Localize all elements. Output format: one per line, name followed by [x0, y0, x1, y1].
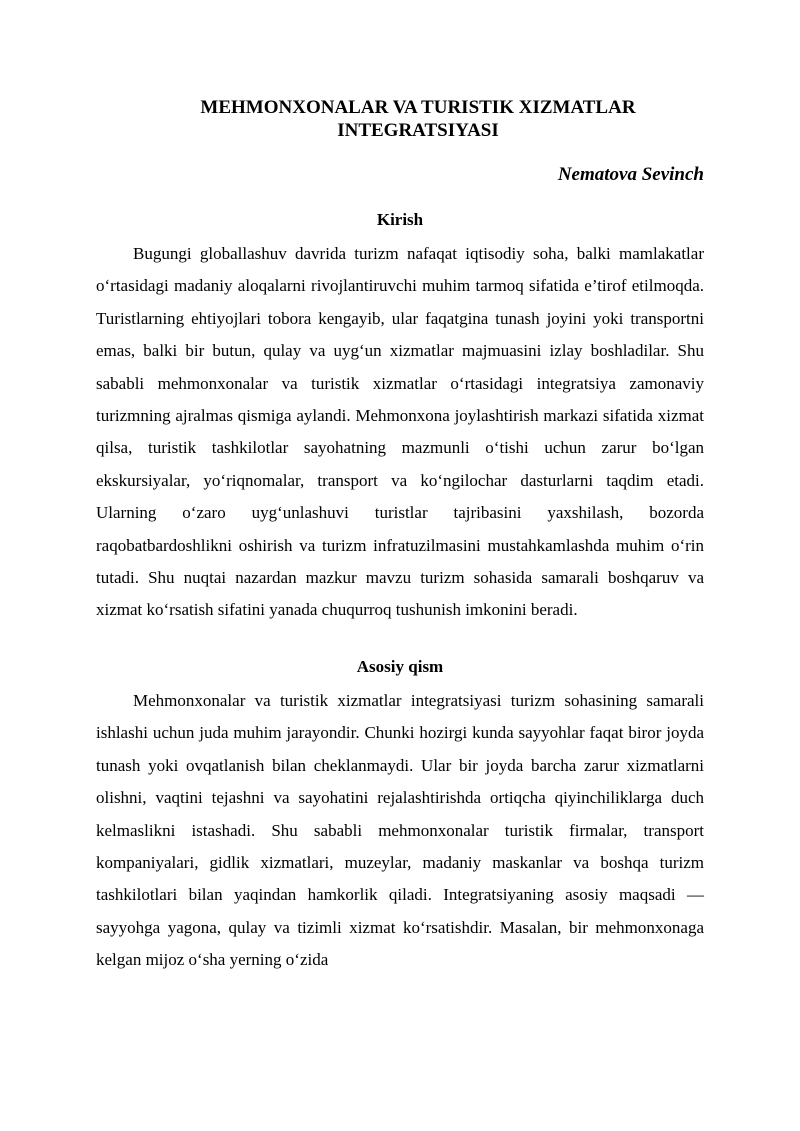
section-heading-intro: Kirish [376, 210, 424, 229]
author-name: Nematova Sevinch [557, 164, 704, 185]
document-page [96, 0, 704, 977]
main-paragraph: Mehmonxonalar va turistik xizmatlar integratsiyasi turizm sohasining samarali ishlashi uchun juda muhim jarayondir. Chunki hozirgi kunda sayyohlar faqat biror joyda tunash yoki ovqatlanish bilan cheklanmaydi. Ular bir joyda barcha zarur xizmatlarni olishni, vaqtini tejashni va sayohatini rejalashtirishda ortiqcha qiyinchiliklarga duch kelmaslikni istashadi. Shu sababli mehmonxonalar turistik firmalar, transport kompaniyalari, gidlik xizmatlari, muzeylar, madaniy maskanlar va boshqa turizm tashkilotlari bilan yaqindan hamkorlik qiladi. Integratsiyaning asosiy maqsadi — sayyohga yagona, qulay va tizimli xizmat ko‘rsatishdir. Masalan, bir mehmonxonaga kelgan mijoz o‘sha yerning o‘zida [96, 690, 704, 970]
section-heading-main: Asosiy qism [356, 656, 444, 676]
title-line-1: MEHMONXONALAR VA TURISTIK XIZMATLAR [200, 97, 636, 118]
title-line-2: INTEGRATSIYASI [337, 120, 499, 141]
document-title [96, 96, 704, 142]
intro-paragraph: Bugungi globallashuv davrida turizm nafaqat iqtisodiy soha, balki mamlakatlar o‘rtasidagi madaniy aloqalarni rivojlantiruvchi muhim tarmoq sifatida e’tirof etilmoqda. Turistlarning ehtiyojlari tobora kengayib, ular faqatgina tunash joyini yoki transportni emas, balki bir butun, qulay va uyg‘un xizmatlar majmuasini izlay boshladilar. Shu sababli mehmonxonalar va turistik xizmatlar o‘rtasidagi integratsiya zamonaviy turizmning ajralmas qismiga aylandi. Mehmonxona joylashtirish markazi sifatida xizmat qilsa, turistik tashkilotlar sayohatning mazmunli o‘tishi uchun zarur bo‘lgan ekskursiyalar, yo‘riqnomalar, transport va ko‘ngilochar dasturlarni taqdim etadi. Ularning o‘zaro uyg‘unlashuvi turistlar tajribasini yaxshilash, bozorda raqobatbardoshlikni oshirish va turizm infratuzilmasini mustahkamlashda muhim o‘rin tutadi. Shu nuqtai nazardan mazkur mavzu turizm sohasida samarali boshqaruv va xizmat ko‘rsatish sifatini yanada chuqurroq tushunish imkonini beradi. [96, 244, 704, 620]
